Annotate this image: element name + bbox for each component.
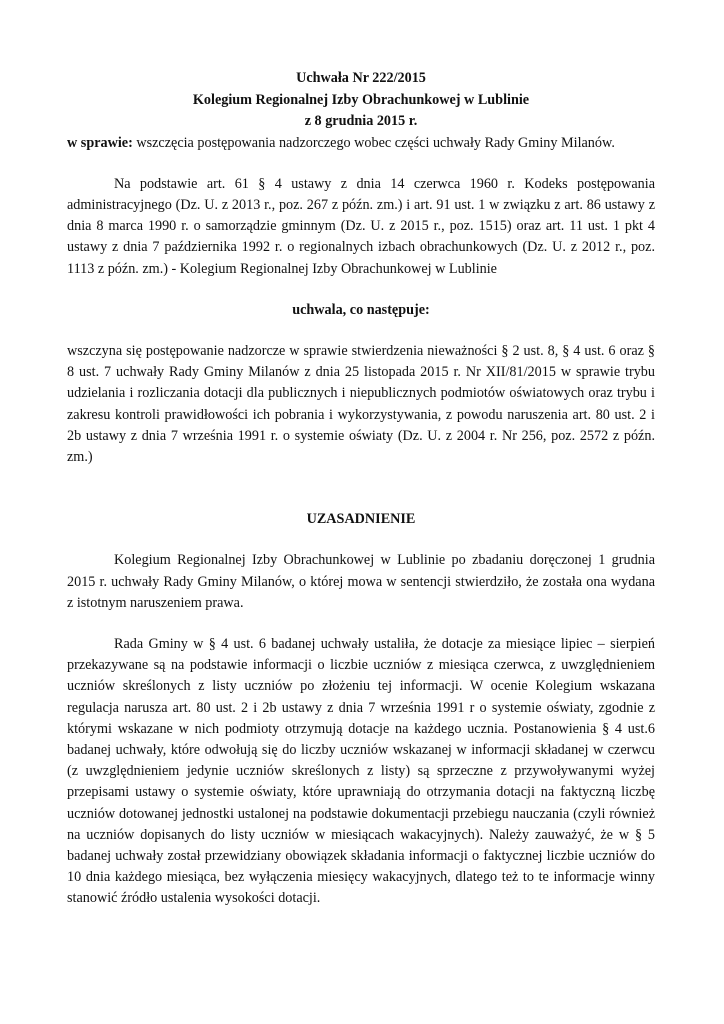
legal-basis-paragraph: Na podstawie art. 61 § 4 ustawy z dnia 14 czerwca 1960 r. Kodeks postępowania administracyjnego (Dz. U. z 2013 r., poz. 267 z późn. zm.) i art. 91 ust. 1 w związku z art. 86 ustawy z dnia 8 marca 1990 r. o samorządzie gminnym (Dz. U. z 2015 r., poz. 1515) oraz art. 11 ust. 1 pkt 4 ustawy z dnia 7 października 1992 r. o regionalnych izbach obrachunkowych (Dz. U. z 2012 r., poz. 1113 z późn. zm.) - Kolegium Regionalnej Izby Obrachunkowej w Lublinie [67,175,655,277]
subject-line [67,133,655,154]
decision-paragraph: wszczyna się postępowanie nadzorcze w sprawie stwierdzenia nieważności § 2 ust. 8, § 4 ust. 6 oraz § 8 ust. 7 uchwały Rady Gminy Milanów z dnia 25 listopada 2015 r. Nr XII/81/2015 w sprawie trybu udzielania i rozliczania dotacji dla publicznych i niepublicznych podmiotów oświatowych oraz trybu i zakresu kontroli prawidłowości ich pobrania i wykorzystywania, z powodu naruszenia art. 80 ust. 2 i 2b ustawy z dnia 7 września 1991 r. o systemie oświaty (Dz. U. z 2004 r. Nr 256, poz. 2572 z późn. zm.) [67,342,655,465]
justification-paragraph-2: Rada Gminy w § 4 ust. 6 badanej uchwały ustaliła, że dotacje za miesiące lipiec – sierpień przekazywane są na podstawie informacji o liczbie uczniów z miesiąca czerwca, z uwzględnieniem uczniów skreślonych z listy uczniów po złożeniu tej informacji. W ocenie Kolegium wskazana regulacja narusza art. 80 ust. 2 i 2b ustawy z dnia 7 września 1991 r o systemie oświaty, zgodnie z którymi wskazane w nich podmioty otrzymują dotacje na każdego ucznia. Postanowienia § 4 ust.6 badanej uchwały, które odwołują się do liczby uczniów wskazanej w informacji składanej w czerwcu (z uwzględnieniem jedynie uczniów skreślonych z listy) są sprzeczne z przywoływanymi wyżej przepisami ustawy o systemie oświaty, które uprawniają do otrzymania dotacji na faktyczną liczbę uczniów dotowanej jednostki ustalonej na podstawie dokumentacji przebiegu nauczania (czyli również na uczniów dopisanych do listy uczniów w miesiącach wakacyjnych). Należy zauważyć, że w § 5 badanej uchwały został przewidziany obowiązek składania informacji o faktycznej liczbie uczniów do 10 dnia każdego miesiąca, bez wyłączenia miesięcy wakacyjnych, dlatego też to te informacje winny stanowić źródło ustalenia wysokości dotacji. [67,635,655,907]
subject-label: w sprawie: [67,134,133,151]
justification-paragraph-1: Kolegium Regionalnej Izby Obrachunkowej w Lublinie po zbadaniu doręczonej 1 grudnia 2015 r. uchwały Rady Gminy Milanów, o której mowa w sentencji stwierdziło, że została ona wydana z istotnym naruszeniem prawa. [67,552,655,611]
resolves-heading: uchwala, co następuje: [292,301,430,318]
subject-text: wszczęcia postępowania nadzorczego wobec części uchwały Rady Gminy Milanów. [132,134,615,151]
issuing-body: Kolegium Regionalnej Izby Obrachunkowej w Lublinie [192,91,530,108]
resolution-date: z 8 grudnia 2015 r. [304,113,418,129]
resolution-header [67,68,655,133]
resolution-number: Uchwała Nr 222/2015 [296,70,426,86]
document-body [67,68,655,910]
justification-title: UZASADNIENIE [306,511,416,528]
